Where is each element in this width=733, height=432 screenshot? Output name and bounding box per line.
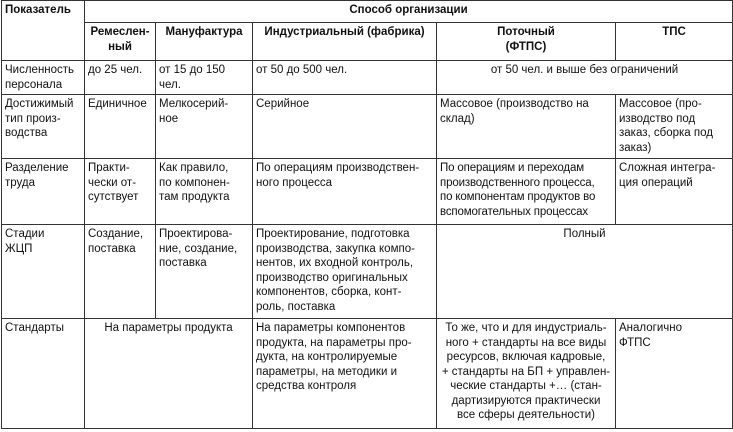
row-standards — [2, 319, 733, 429]
cell-labor-division-tps: Сложная интегра- ция операций — [616, 159, 733, 225]
organization-methods-table — [1, 0, 733, 429]
cell-personnel-industrial: от 50 до 500 чел. — [253, 61, 437, 95]
row-production-type — [2, 95, 733, 159]
cell-personnel-manufactory: от 15 до 150 чел. — [156, 61, 253, 95]
cell-production-type-industrial: Серийное — [253, 95, 437, 159]
cell-standards-flow: То же, что и для индустриаль- ного + стандарты на все виды ресурсов, включая кадровые, + стандарты на БП + управлен- ческие стандарты +… (стан- дартизируются практически все сферы деятельности) — [437, 319, 616, 429]
header-tps: ТПС — [616, 23, 733, 61]
cell-lifecycle-flow-tps: Полный — [437, 225, 733, 319]
cell-lifecycle-manufactory: Проектирова- ние, создание, поставка — [156, 225, 253, 319]
header-craft: Ремеслен- ный — [85, 23, 156, 61]
header-row-group — [2, 1, 733, 23]
cell-standards-craft-manufactory: На параметры продукта — [85, 319, 253, 429]
header-indicator: Показатель — [2, 1, 85, 61]
row-label-labor-division: Разделение труда — [2, 159, 85, 225]
cell-labor-division-manufactory: Как правило, по компонен- там продукта — [156, 159, 253, 225]
header-flow: Поточный (ФТПС) — [437, 23, 616, 61]
cell-production-type-manufactory: Мелкосерий- ное — [156, 95, 253, 159]
row-personnel — [2, 61, 733, 95]
cell-standards-industrial: На параметры компонентов продукта, на параметры про- дукта, на контролируемые параметры, на методики и средства контроля — [253, 319, 437, 429]
cell-labor-division-craft: Практи- чески от- сутствует — [85, 159, 156, 225]
cell-standards-tps: Аналогично ФТПС — [616, 319, 733, 429]
header-manufactory: Мануфактура — [156, 23, 253, 61]
header-industrial: Индустриальный (фабрика) — [253, 23, 437, 61]
row-label-lifecycle-stages: Стадии ЖЦП — [2, 225, 85, 319]
row-label-personnel: Численность персонала — [2, 61, 85, 95]
cell-labor-division-industrial: По операциям производствен- ного процесса — [253, 159, 437, 225]
cell-personnel-flow-tps: от 50 чел. и выше без ограничений — [437, 61, 733, 95]
cell-labor-division-flow: По операциям и переходам производственного процесса, по компонентам продуктов во вспомогательных процессах — [437, 159, 616, 225]
header-row-columns — [2, 23, 733, 61]
cell-production-type-tps: Массовое (про- изводство под заказ, сборка под заказ) — [616, 95, 733, 159]
cell-production-type-craft: Единичное — [85, 95, 156, 159]
row-label-standards: Стандарты — [2, 319, 85, 429]
cell-production-type-flow: Массовое (производство на склад) — [437, 95, 616, 159]
row-labor-division — [2, 159, 733, 225]
cell-personnel-craft: до 25 чел. — [85, 61, 156, 95]
cell-lifecycle-industrial: Проектирование, подготовка производства, закупка компо- нентов, их входной контроль, производство оригинальных компонентов, сборка, конт- роль, поставка — [253, 225, 437, 319]
cell-lifecycle-craft: Создание, поставка — [85, 225, 156, 319]
header-method-group: Способ организации — [85, 1, 733, 23]
row-lifecycle-stages — [2, 225, 733, 319]
row-label-production-type: Достижимый тип произ- водства — [2, 95, 85, 159]
